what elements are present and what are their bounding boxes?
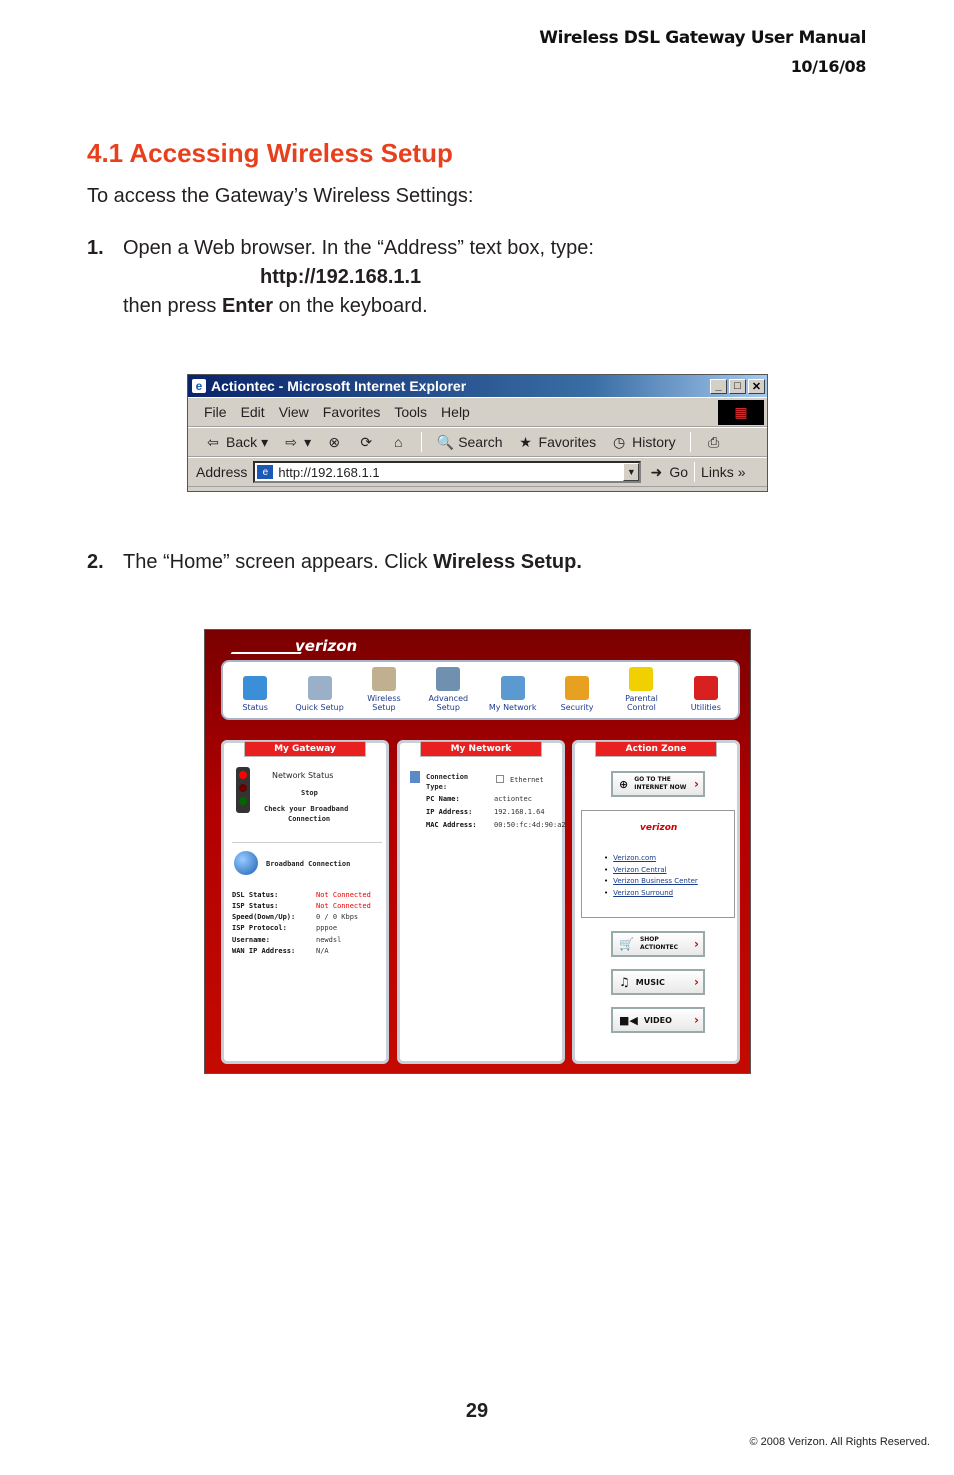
toolbar [188, 427, 767, 457]
verizon-links [604, 853, 698, 899]
nav-security[interactable]: Security [548, 676, 606, 712]
menu-favorites[interactable]: Favorites [322, 404, 381, 420]
menu-bar [188, 397, 767, 427]
ie-logo-icon: e [192, 379, 206, 393]
close-icon[interactable]: ✕ [748, 379, 765, 394]
step-1-line3: then press Enter on the keyboard. [123, 295, 428, 317]
address-bar [188, 457, 767, 487]
stop-label: Stop [301, 789, 318, 797]
stop-icon[interactable]: ⊗ [328, 433, 341, 450]
verizon-logo: verizon [295, 637, 358, 655]
step-1-url: http://192.168.1.1 [260, 266, 422, 288]
verizon-box-logo: verizon [640, 823, 678, 833]
favorites-icon: ★ [519, 433, 532, 450]
browser-title: Actiontec - Microsoft Internet Explorer [211, 378, 467, 394]
links-button[interactable]: Links » [701, 464, 746, 480]
forward-arrow-icon: ⇨ [285, 433, 298, 450]
globe-icon: ⊕ [619, 777, 629, 791]
history-icon: ◷ [613, 433, 626, 450]
search-button[interactable]: 🔍 Search [436, 433, 503, 450]
chevron-down-icon[interactable]: ▼ [623, 463, 639, 481]
refresh-icon[interactable]: ⟳ [360, 433, 373, 450]
nav-parental-control[interactable]: Parental Control [612, 667, 670, 712]
chevron-right-icon: › [694, 1013, 699, 1027]
maximize-icon[interactable]: □ [729, 379, 746, 394]
globe-icon [234, 851, 258, 875]
wireless-setup-icon [372, 667, 396, 691]
menu-file[interactable]: File [204, 404, 227, 420]
username-row: Username: newdsl [232, 936, 342, 944]
link-verizon-surround[interactable]: • Verizon Surround [604, 888, 698, 900]
my-gateway-tab[interactable]: My Gateway [244, 741, 366, 757]
my-network-icon [501, 676, 525, 700]
video-camera-icon: ■◀ [619, 1013, 638, 1027]
quick-setup-icon [308, 676, 332, 700]
my-network-tab[interactable]: My Network [420, 741, 542, 757]
mac-address-row: MAC Address: 00:50:fc:4d:90:a2 [426, 821, 566, 829]
step-number: 2. [87, 551, 104, 573]
connection-type-label-1: Connection [426, 773, 469, 781]
gateway-home-screen [204, 629, 751, 1074]
my-network-panel [397, 740, 565, 1064]
nav-quick-setup[interactable]: Quick Setup [291, 676, 349, 712]
address-value: http://192.168.1.1 [278, 464, 380, 480]
go-to-internet-button[interactable]: ⊕ GO TO THE INTERNET NOW › [611, 771, 705, 797]
music-button[interactable]: ♫ MUSIC › [611, 969, 705, 995]
menu-help[interactable]: Help [441, 404, 470, 420]
connection-type-value: Ethernet [510, 776, 544, 784]
browser-window [187, 374, 768, 492]
intro-text: To access the Gateway’s Wireless Settings: [87, 185, 474, 207]
chevron-right-icon: › [694, 777, 699, 791]
manual-title: Wireless DSL Gateway User Manual [539, 28, 866, 48]
action-zone-panel [572, 740, 740, 1064]
go-arrow-icon: ➜ [650, 463, 663, 480]
network-status-label: Network Status [272, 771, 334, 780]
page-icon: e [257, 465, 273, 479]
menu-edit[interactable]: Edit [240, 404, 265, 420]
section-title: 4.1 Accessing Wireless Setup [87, 138, 453, 168]
link-verizon-central[interactable]: • Verizon Central [604, 865, 698, 877]
dsl-status-row: DSL Status: Not Connected [232, 891, 371, 899]
back-arrow-icon: ⇦ [207, 433, 219, 450]
history-button[interactable]: ◷ History [610, 433, 676, 451]
minimize-icon[interactable]: _ [710, 379, 727, 394]
ethernet-icon [496, 775, 504, 783]
check-broadband-link[interactable]: Check your Broadband [264, 805, 349, 813]
cart-icon: 🛒 [619, 937, 634, 951]
print-icon[interactable]: ⎙ [708, 433, 720, 450]
step-1-line1: Open a Web browser. In the “Address” text box, type: [123, 237, 594, 259]
connection-type-label-2: Type: [426, 783, 448, 791]
manual-date: 10/16/08 [790, 57, 866, 76]
home-icon[interactable]: ⌂ [393, 434, 403, 450]
advanced-setup-icon [436, 667, 460, 691]
step-number: 1. [87, 237, 104, 259]
menu-tools[interactable]: Tools [394, 404, 428, 420]
check-connection-label: Connection [288, 815, 331, 823]
forward-button[interactable]: ⇨ ▾ [282, 433, 311, 451]
menu-view[interactable]: View [278, 404, 309, 420]
action-zone-tab[interactable]: Action Zone [595, 741, 717, 757]
verizon-links-box [581, 810, 735, 918]
nav-wireless-setup[interactable]: Wireless Setup [355, 667, 413, 712]
address-label: Address [196, 464, 248, 480]
nav-advanced-setup[interactable]: Advanced Setup [419, 667, 477, 712]
music-note-icon: ♫ [619, 975, 630, 989]
my-gateway-panel [221, 740, 389, 1064]
favorites-button[interactable]: ★ Favorites [517, 433, 597, 451]
chevron-right-icon: › [694, 975, 699, 989]
pc-name-row: PC Name: actiontec [426, 795, 532, 803]
step-2-text: The “Home” screen appears. Click Wireless Setup. [123, 551, 582, 573]
wan-ip-row: WAN IP Address: N/A [232, 947, 329, 955]
link-verizon-business-center[interactable]: • Verizon Business Center [604, 876, 698, 888]
status-icon [243, 676, 267, 700]
parental-control-icon [629, 667, 653, 691]
speed-row: Speed(Down/Up): 0 / 0 Kbps [232, 913, 359, 921]
page-number: 29 [465, 1400, 489, 1422]
address-input[interactable] [253, 461, 641, 483]
shop-actiontec-button[interactable]: 🛒 SHOP ACTIONTEC › [611, 931, 705, 957]
video-button[interactable]: ■◀ VIDEO › [611, 1007, 705, 1033]
back-button[interactable]: ⇦ Back ▾ [204, 433, 268, 451]
copyright: © 2008 Verizon. All Rights Reserved. [749, 1436, 930, 1448]
browser-title-bar [188, 375, 767, 397]
computer-icon [410, 771, 420, 783]
nav-utilities[interactable]: Utilities [677, 676, 735, 712]
isp-status-row: ISP Status: Not Connected [232, 902, 371, 910]
go-button[interactable]: ➜ Go [647, 463, 688, 481]
isp-protocol-row: ISP Protocol: pppoe [232, 924, 338, 932]
broadband-connection-label: Broadband Connection [266, 860, 351, 868]
nav-status[interactable]: Status [226, 676, 284, 712]
link-verizon-com[interactable]: • Verizon.com [604, 853, 698, 865]
ip-address-row: IP Address: 192.168.1.64 [426, 808, 545, 816]
utilities-icon [694, 676, 718, 700]
windows-flag-icon: ▦ [718, 400, 764, 425]
gateway-nav [221, 660, 740, 720]
nav-my-network[interactable]: My Network [484, 676, 542, 712]
chevron-right-icon: › [694, 937, 699, 951]
security-icon [565, 676, 589, 700]
traffic-light-icon [236, 767, 250, 813]
search-icon: 🔍 [436, 433, 454, 450]
